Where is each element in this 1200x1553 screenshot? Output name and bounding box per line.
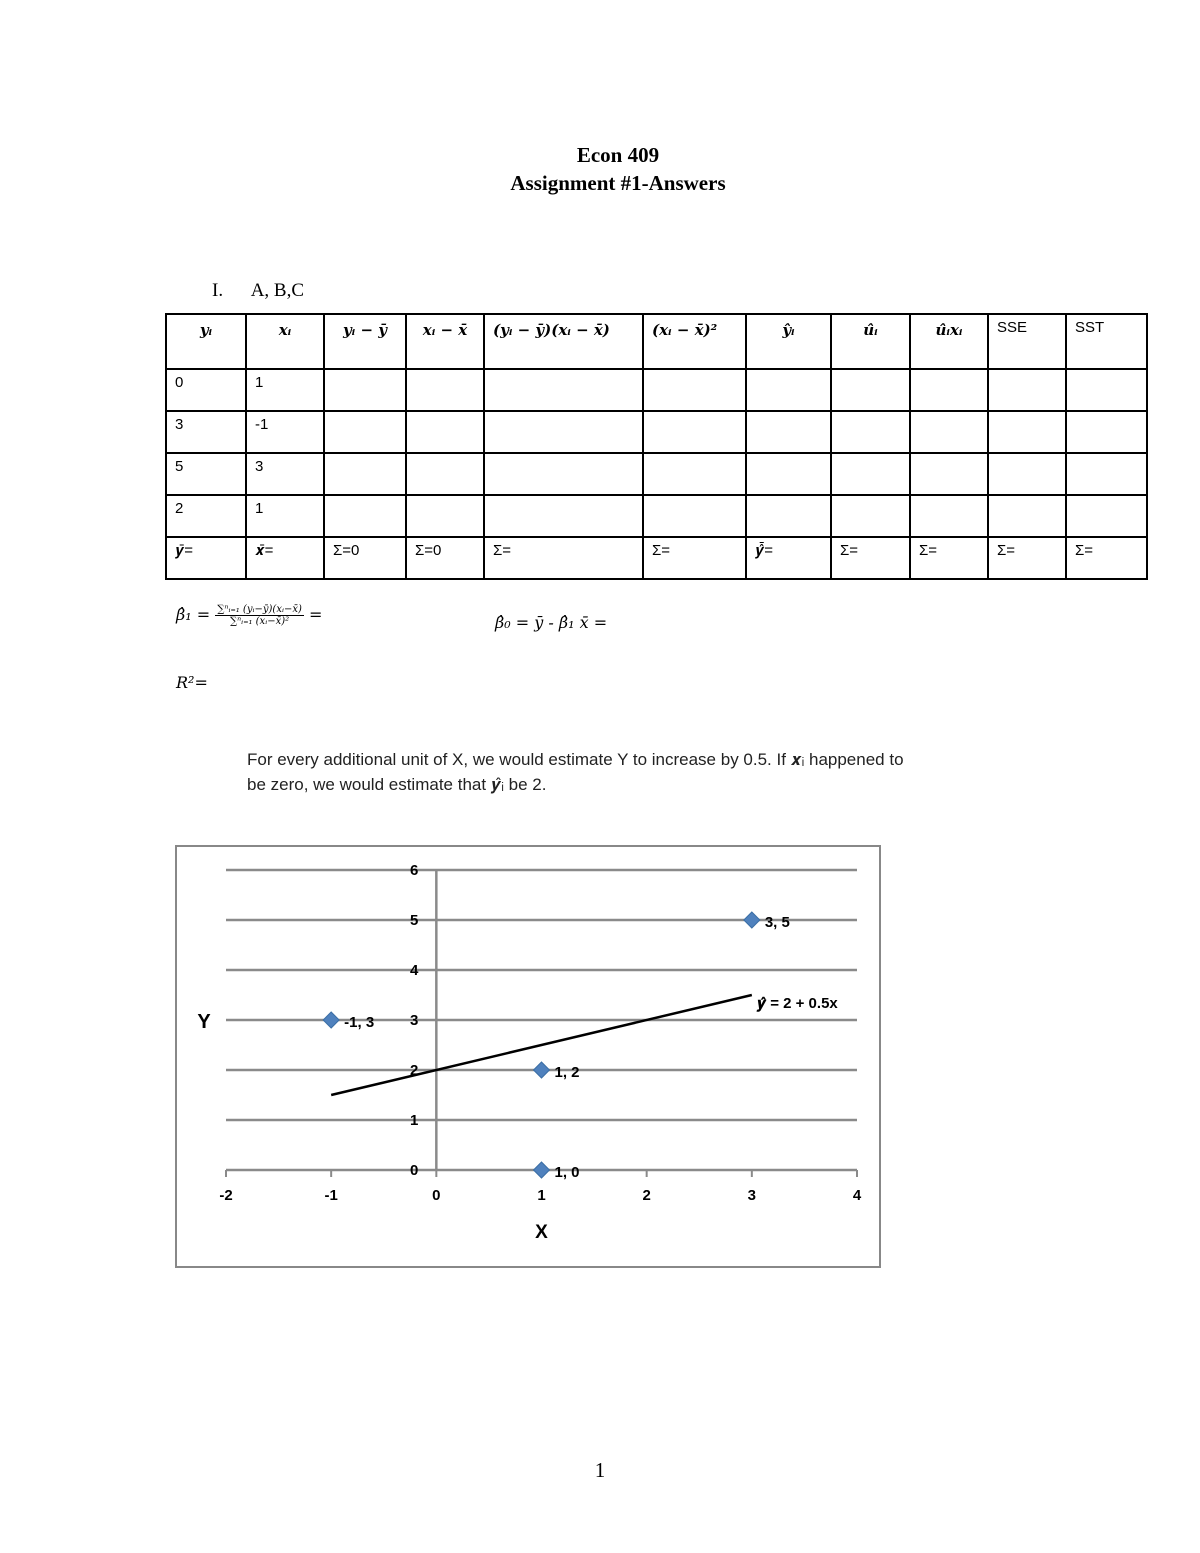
table-cell	[484, 495, 643, 537]
total-cell: Σ=	[484, 537, 643, 579]
y-tick-label: 4	[409, 962, 419, 979]
beta0-formula: β̂₀ = ȳ - β̂₁ x̄ =	[495, 613, 608, 632]
table-cell	[988, 453, 1066, 495]
x-tick-label: 1	[537, 1187, 546, 1204]
fit-line-label: 𝒚̂ = 2 + 0.5x	[756, 995, 838, 1012]
y-tick-label: 1	[409, 1112, 419, 1129]
table-cell	[643, 411, 746, 453]
chart-canvas	[177, 847, 879, 1266]
x-tick-label: 0	[432, 1187, 441, 1204]
table-row	[166, 369, 1147, 411]
x-tick-label: 2	[642, 1187, 651, 1204]
table-cell	[406, 495, 484, 537]
table-cell: 2	[166, 495, 246, 537]
table-cell	[1066, 495, 1147, 537]
total-cell: 𝒙̄=	[246, 537, 324, 579]
y-tick-label: 0	[409, 1162, 419, 1179]
data-label: 1, 2	[554, 1064, 580, 1081]
y-tick-label: 5	[409, 912, 419, 929]
data-label: 3, 5	[764, 914, 790, 931]
table-cell	[324, 411, 406, 453]
table-cell	[406, 369, 484, 411]
x-tick-label: -2	[219, 1187, 233, 1204]
table-cell: -1	[246, 411, 324, 453]
table-cell	[746, 453, 831, 495]
table-cell	[746, 369, 831, 411]
table-cell	[1066, 369, 1147, 411]
data-point	[534, 1162, 550, 1178]
table-cell	[406, 411, 484, 453]
x-tick-label: 4	[852, 1187, 862, 1204]
beta1-fraction	[215, 604, 304, 627]
data-label: -1, 3	[344, 1014, 375, 1031]
interpretation-line-2: be zero, we would estimate that 𝒚̂ᵢ be 2.	[247, 775, 547, 794]
table-cell: 0	[166, 369, 246, 411]
header-cell: SSE	[988, 314, 1066, 369]
header-cell: 𝒚̂ᵢ	[746, 314, 831, 369]
total-cell: Σ=0	[324, 537, 406, 579]
table-cell	[746, 411, 831, 453]
total-cell: Σ=	[988, 537, 1066, 579]
table-cell	[746, 495, 831, 537]
total-cell: Σ=	[643, 537, 746, 579]
table-row	[166, 495, 1147, 537]
table-cell	[484, 369, 643, 411]
table-cell: 5	[166, 453, 246, 495]
y-tick-label: 2	[409, 1062, 419, 1079]
table-cell	[484, 453, 643, 495]
table-cell	[1066, 453, 1147, 495]
header-cell: 𝒚ᵢ − 𝒚̄	[324, 314, 406, 369]
header-cell: (𝒚ᵢ − 𝒚̄)(𝒙ᵢ − 𝒙̄)	[484, 314, 643, 369]
header-cell: 𝒖̂ᵢ𝒙ᵢ	[910, 314, 988, 369]
header-cell: 𝒙ᵢ − 𝒙̄	[406, 314, 484, 369]
table-cell	[831, 495, 910, 537]
question-number: I.	[212, 280, 224, 301]
table-row	[166, 411, 1147, 453]
table-cell	[643, 495, 746, 537]
table-cell: 1	[246, 495, 324, 537]
header-cell: (𝒙ᵢ − 𝒙̄)²	[643, 314, 746, 369]
total-cell: Σ=	[831, 537, 910, 579]
data-label: 1, 0	[554, 1164, 580, 1181]
scatter-chart	[175, 845, 881, 1268]
x-tick-label: -1	[324, 1187, 338, 1204]
table-cell	[643, 453, 746, 495]
table-cell: 3	[246, 453, 324, 495]
table-cell	[643, 369, 746, 411]
beta1-formula	[176, 604, 322, 627]
table-cell	[831, 369, 910, 411]
beta1-equals: =	[308, 605, 323, 624]
table-cell	[988, 495, 1066, 537]
total-cell: Σ=	[1066, 537, 1147, 579]
table-cell	[988, 369, 1066, 411]
y-tick-label: 3	[409, 1012, 419, 1029]
y-axis-title: Y	[197, 1011, 211, 1033]
x-tick-label: 3	[747, 1187, 757, 1204]
total-cell: Σ=	[910, 537, 988, 579]
data-point	[534, 1062, 550, 1078]
question-line	[212, 280, 304, 302]
interpretation-line-1: For every additional unit of X, we would estimate Y to increase by 0.5. If 𝒙ᵢ happened to	[247, 750, 904, 769]
fit-line	[331, 995, 752, 1095]
course-title: Econ 409	[576, 143, 660, 167]
total-cell: Σ=0	[406, 537, 484, 579]
beta1-lhs: β̂₁ =	[176, 605, 211, 624]
totals-row	[166, 537, 1147, 579]
table-cell	[484, 411, 643, 453]
table-cell	[324, 495, 406, 537]
table-cell	[910, 495, 988, 537]
header-cell: 𝒖̂ᵢ	[831, 314, 910, 369]
table-cell	[910, 369, 988, 411]
beta1-denominator: ∑ⁿᵢ₌₁ (xᵢ−x̄)²	[229, 616, 290, 627]
header-cell: 𝒙ᵢ	[246, 314, 324, 369]
assignment-title: Assignment #1-Answers	[510, 171, 726, 195]
r-squared: R²=	[176, 673, 208, 692]
data-point	[323, 1012, 339, 1028]
table-cell	[831, 453, 910, 495]
question-parts: A, B,C	[250, 280, 305, 301]
table-cell	[324, 369, 406, 411]
data-point	[744, 912, 760, 928]
table-cell	[988, 411, 1066, 453]
table-row	[166, 453, 1147, 495]
header-cell: SST	[1066, 314, 1147, 369]
table-header-row	[166, 314, 1147, 369]
total-cell: 𝒚̂̄=	[746, 537, 831, 579]
table-cell	[324, 453, 406, 495]
table-cell	[910, 411, 988, 453]
header-cell: 𝒚ᵢ	[166, 314, 246, 369]
interpretation-paragraph	[247, 747, 1047, 797]
beta1-numerator: ∑ⁿᵢ₌₁ (yᵢ−ȳ)(xᵢ−x̄)	[217, 604, 302, 615]
regression-table	[165, 313, 1148, 580]
table-cell: 3	[166, 411, 246, 453]
table-cell: 1	[246, 369, 324, 411]
table-cell	[831, 411, 910, 453]
page-number: 1	[594, 1458, 606, 1482]
table-cell	[910, 453, 988, 495]
x-axis-title: X	[535, 1222, 548, 1243]
total-cell: 𝒚̄=	[166, 537, 246, 579]
y-tick-label: 6	[409, 862, 419, 879]
table-cell	[1066, 411, 1147, 453]
table-cell	[406, 453, 484, 495]
